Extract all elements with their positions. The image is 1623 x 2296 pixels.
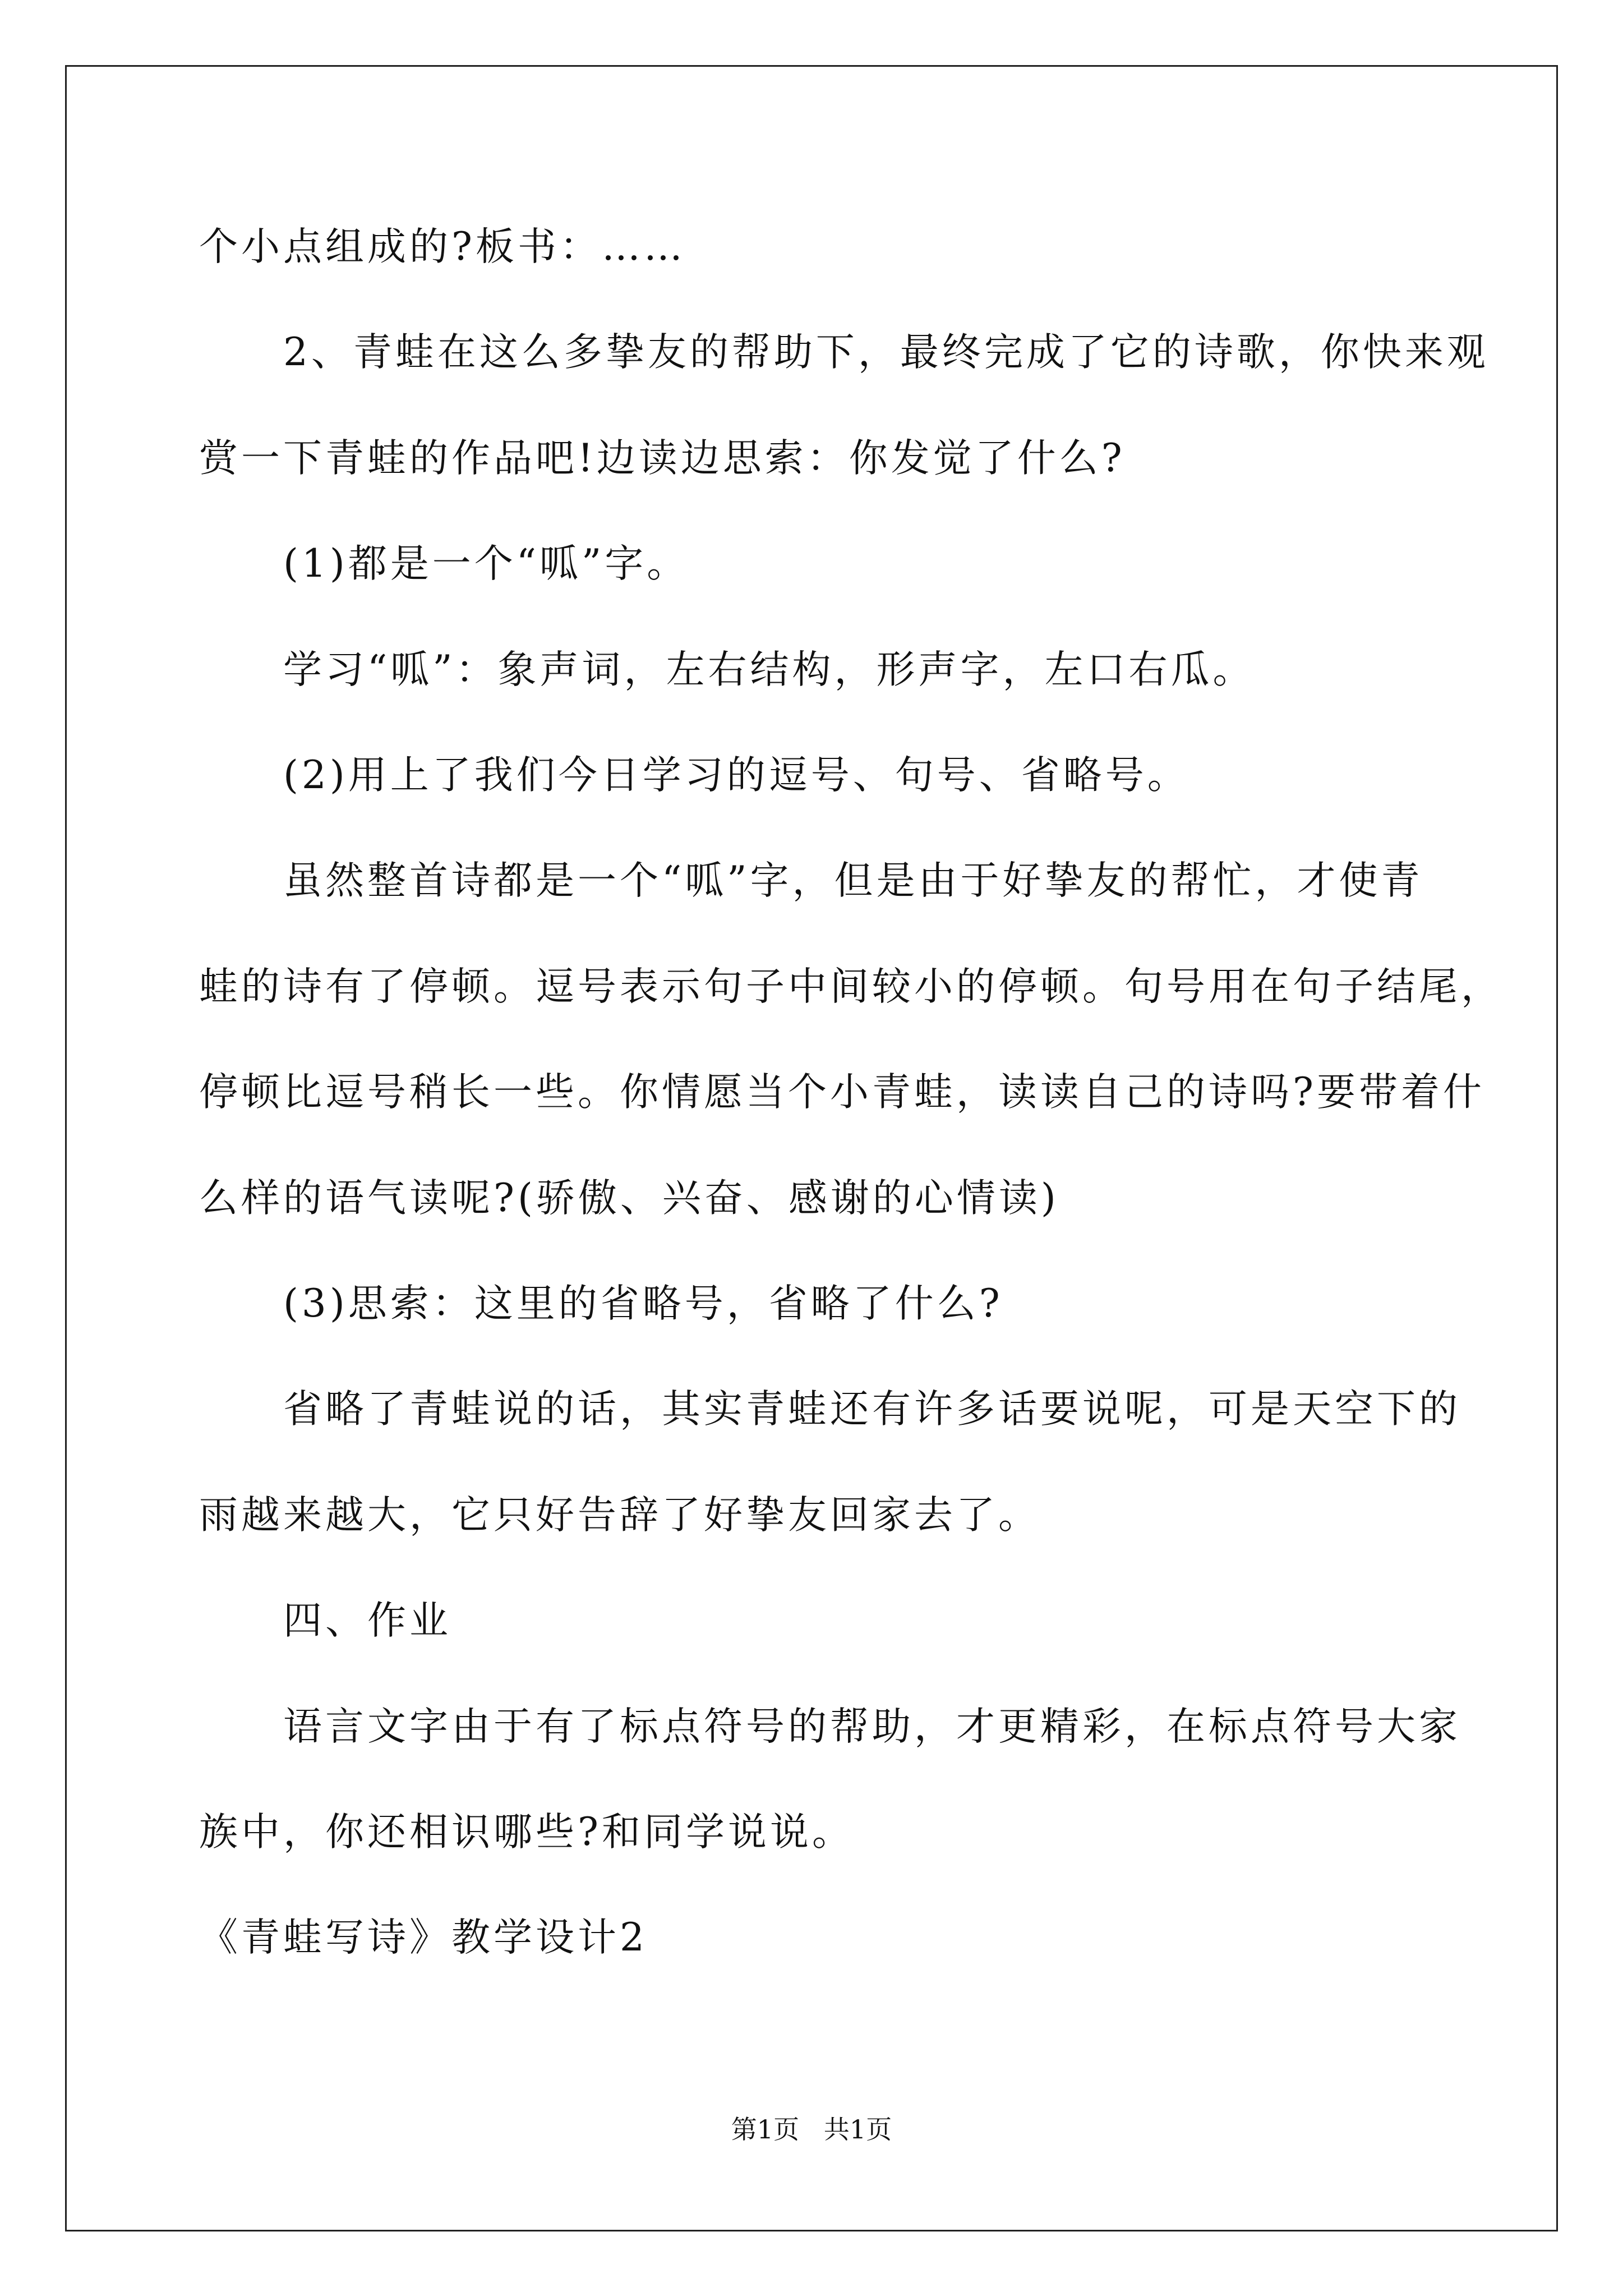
page-footer: 第1页 共1页	[731, 2114, 892, 2145]
text-line: 蛙的诗有了停顿。逗号表示句子中间较小的停顿。句号用在句子结尾，	[199, 964, 1503, 1009]
text-line: (2)用上了我们今日学习的逗号、句号、省略号。	[283, 753, 1189, 798]
text-line: 个小点组成的?板书：……	[199, 224, 686, 269]
text-line: 族中，你还相识哪些?和同学说说。	[199, 1810, 854, 1855]
text-line: 雨越来越大，它只好告辞了好挚友回家去了。	[199, 1493, 1040, 1538]
text-line: 虽然整首诗都是一个“呱”字，但是由于好挚友的帮忙，才使青	[283, 858, 1423, 903]
page-border	[65, 65, 1558, 2231]
document-title: 《青蛙写诗》教学设计2	[199, 1915, 648, 1960]
text-line: (3)思索：这里的省略号，省略了什么?	[283, 1281, 1003, 1326]
text-line: 语言文字由于有了标点符号的帮助，才更精彩，在标点符号大家	[283, 1704, 1461, 1749]
section-heading: 四、作业	[283, 1598, 451, 1643]
text-line: 省略了青蛙说的话，其实青蛙还有许多话要说呢，可是天空下的	[283, 1387, 1461, 1432]
text-line: 么样的语气读呢?(骄傲、兴奋、感谢的心情读)	[199, 1176, 1059, 1221]
text-line: 2、青蛙在这么多挚友的帮助下，最终完成了它的诗歌，你快来观	[283, 330, 1489, 375]
text-line: 赏一下青蛙的作品吧!边读边思索：你发觉了什么?	[199, 436, 1126, 481]
text-line: (1)都是一个“呱”字。	[283, 541, 689, 586]
text-line: 学习“呱”：象声词，左右结构，形声字，左口右瓜。	[283, 647, 1255, 692]
text-line: 停顿比逗号稍长一些。你情愿当个小青蛙，读读自己的诗吗?要带着什	[199, 1070, 1485, 1115]
